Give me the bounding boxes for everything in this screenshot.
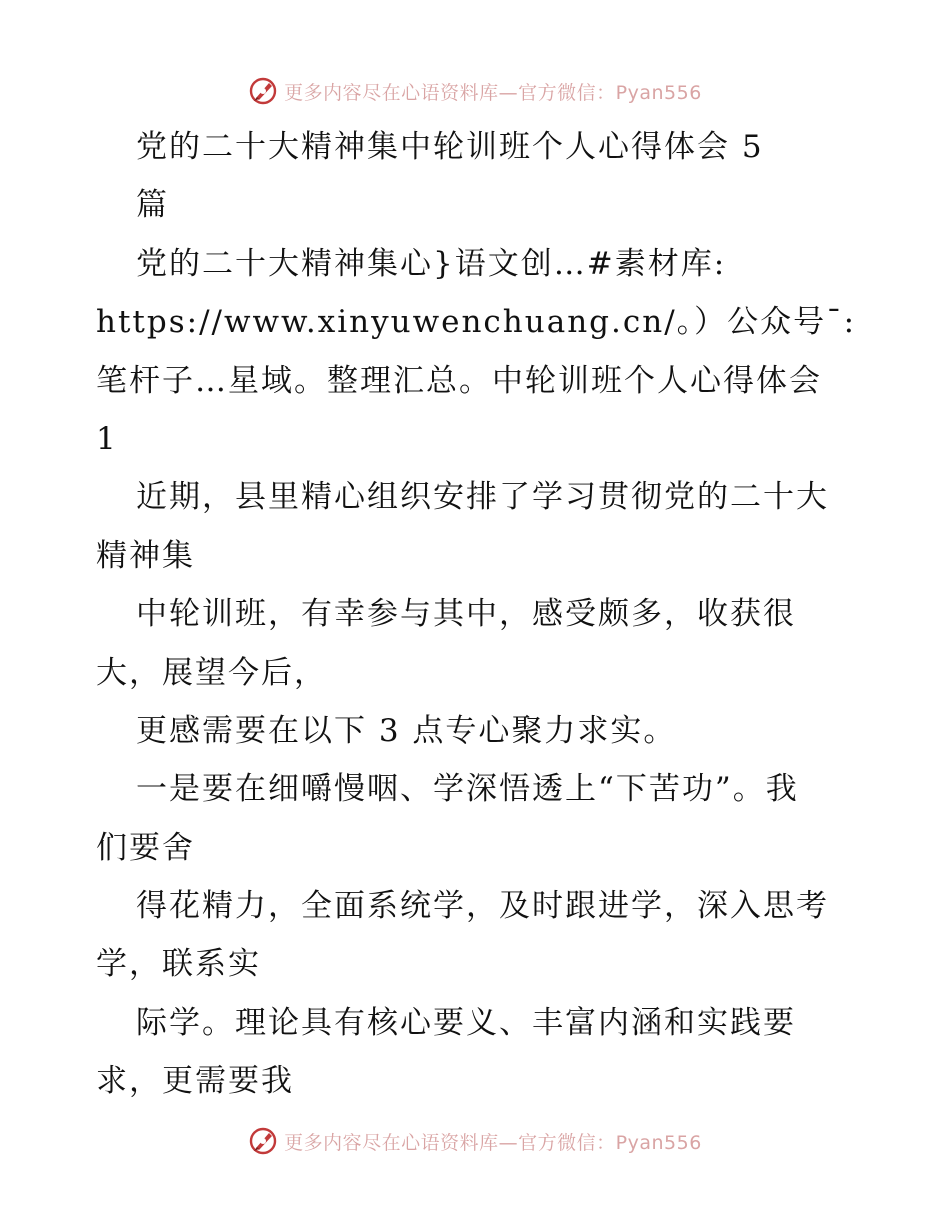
quill-pen-logo-icon xyxy=(248,76,278,106)
document-line: 党的二十大精神集心}语文创…#素材库: xyxy=(136,245,727,282)
document-line: 大，展望今后， xyxy=(96,654,327,691)
document-line: 得花精力，全面系统学，及时跟进学，深入思考 xyxy=(136,888,829,925)
document-line: 篇 xyxy=(136,187,169,224)
quill-pen-logo-icon xyxy=(248,1126,278,1156)
document-line: 们要舍 xyxy=(96,829,195,866)
footer-banner xyxy=(0,1121,950,1161)
document-body xyxy=(96,118,856,1111)
header-banner-text: 更多内容尽在心语资料库—官方微信：Pyan556 xyxy=(284,81,702,104)
document-line: https://www.xinyuwenchuang.cn/。）公众号¯: xyxy=(96,304,857,341)
document-line: 精神集 xyxy=(96,537,195,574)
document-line: 党的二十大精神集中轮训班个人心得体会 5 xyxy=(136,129,764,165)
document-line: 求，更需要我 xyxy=(96,1063,294,1100)
document-line: 际学。理论具有核心要义、丰富内涵和实践要 xyxy=(136,1004,796,1041)
document-line: 笔杆子…星域。整理汇总。中轮训班个人心得体会 xyxy=(96,362,822,399)
footer-banner-text: 更多内容尽在心语资料库—官方微信：Pyan556 xyxy=(284,1131,702,1154)
header-banner xyxy=(0,71,950,111)
document-line: 更感需要在以下 3 点专心聚力求实。 xyxy=(136,712,677,749)
document-line: 一是要在细嚼慢咽、学深悟透上“下苦功”。我 xyxy=(136,771,799,808)
document-line: 1 xyxy=(96,420,118,457)
document-line: 学，联系实 xyxy=(96,946,261,983)
document-line: 中轮训班，有幸参与其中，感受颇多，收获很 xyxy=(136,596,796,633)
document-line: 近期，县里精心组织安排了学习贯彻党的二十大 xyxy=(136,479,829,516)
